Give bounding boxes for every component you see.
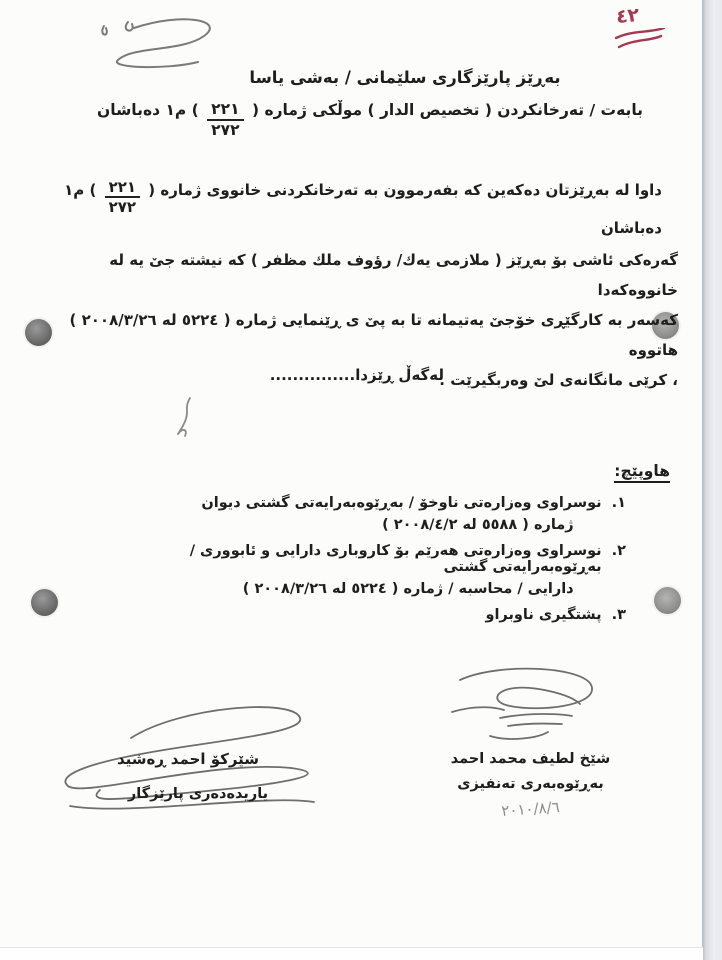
attachment-item-text: نوسراوی وەزارەتی ناوخۆ / بەڕێوەبەرایەتی گشتی دیوان [201, 495, 602, 511]
closing-dots: ............... [269, 366, 356, 384]
attachment-item-text: نوسراوی وەزارەتی هەرێم بۆ کاروباری دارایی و ئابووری / بەڕێوەبەرایەتی گشتی [189, 543, 602, 575]
request-number-bottom: ٢٧٢ [108, 198, 137, 217]
attachment-item-number: ١. [611, 495, 626, 511]
closing-text: لەگەڵ ڕێزدا [355, 366, 444, 384]
executive-handwritten-date [428, 793, 634, 825]
attachment-item-text: پشتگیری ناوبراو [485, 607, 602, 623]
recipient-line: بەڕێز پارێزگاری سلێمانی / بەشی یاسا [249, 68, 561, 87]
attachment-item-body [201, 495, 601, 533]
attachment-item-number: ٣. [611, 607, 626, 623]
attachment-item [100, 607, 670, 623]
signature-block-executive [428, 660, 633, 821]
request-prefix: داوا لە بەڕێزتان دەکەین کە بفەرموون بە تەرخانکردنی خانووی ژمارە ( [148, 181, 662, 199]
pen-scribble-top-left [70, 4, 245, 76]
request-suffix: ) م١ دەباشان [64, 181, 662, 237]
executive-name: شێخ لطیف محمد احمد [450, 751, 611, 767]
handwritten-date-value: ٢٠١٠/٨/٦ [500, 797, 561, 821]
body-line-2: کەسەر بە کارگێڕی خۆجێ یەتیمانە تا بە پێ ی ڕێنمایی ژمارە ( ٥٢٢٤ لە ٢٠٠٨/٣/٢٦ ) هاتووە [69, 311, 678, 359]
attachment-item-body [485, 607, 601, 623]
punch-hole-left-bottom [31, 589, 58, 616]
attachment-item [100, 495, 670, 533]
property-number-top: ٢٢١ [207, 101, 243, 121]
signature-scribble-executive [438, 660, 623, 745]
request-paragraph [40, 179, 662, 240]
executive-title: بەڕێوەبەری تەنفیزی [457, 776, 604, 792]
signature-block-deputy [36, 698, 356, 833]
attachments-title: هاوپێچ: [614, 462, 670, 483]
scan-edge-bottom [0, 948, 703, 960]
attachment-item [100, 543, 670, 597]
handwritten-corner-number: ٤٢ [614, 3, 641, 29]
body-line-3: ، کرێی مانگانەی لێ وەربگیرێت . [439, 371, 678, 389]
pen-mark-small [158, 392, 210, 444]
attachment-item-number: ٢. [611, 543, 626, 559]
subject-prefix: بابەت / تەرخانکردن ( تخصیص الدار ) موڵکی ژمارە ( [251, 101, 643, 119]
deputy-title: یاریدەدەری پارێزگار [127, 786, 269, 802]
subject-line [60, 101, 680, 140]
attachment-item-body [100, 543, 602, 597]
attachments-section [100, 462, 670, 633]
attachment-item-detail: دارایی / محاسبە / ژمارە ( ٥٢٢٤ لە ٢٠٠٨/٣/٢٦ ) [242, 581, 574, 597]
closing-line [244, 366, 444, 384]
deputy-name: شێرکۆ احمد ڕەشید [116, 750, 260, 768]
subject-suffix: ) م١ دەباشان [97, 101, 199, 119]
body-line-1: گەرەکی ئاشی بۆ بەڕێز ( ملازمی یەك/ رؤوف ملك مظفر ) کە نیشتە جێ یە لە خانووەکەدا [109, 251, 678, 299]
property-number-fraction [207, 101, 243, 140]
attachment-item-detail: ژمارە ( ٥٥٨٨ لە ٢٠٠٨/٤/٢ ) [382, 517, 574, 533]
request-number-fraction [105, 179, 140, 217]
property-number-bottom: ٢٧٢ [211, 120, 240, 139]
red-underline-swoosh [606, 28, 668, 54]
request-number-top: ٢٢١ [105, 179, 140, 198]
scan-edge-right [702, 0, 722, 960]
